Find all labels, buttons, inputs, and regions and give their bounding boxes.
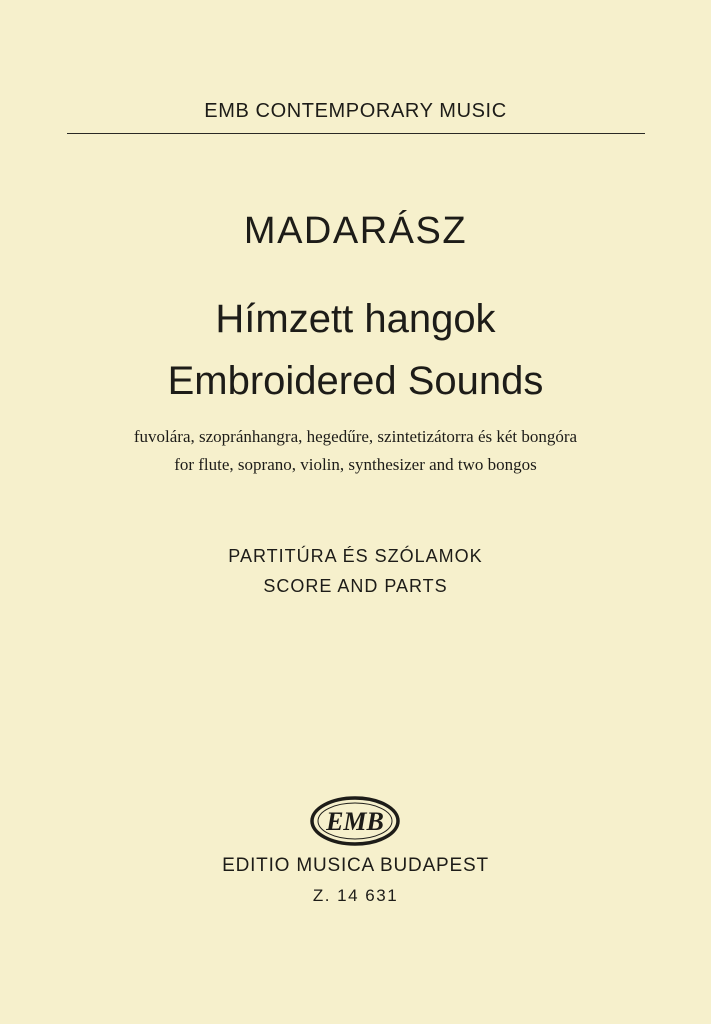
header-divider xyxy=(67,133,645,134)
emb-logo-text: EMB xyxy=(326,807,384,836)
contents-hungarian: PARTITÚRA ÉS SZÓLAMOK xyxy=(228,546,483,566)
work-title-hungarian: Hímzett hangok xyxy=(215,297,496,341)
contents-english: SCORE AND PARTS xyxy=(263,576,448,596)
catalog-number: Z. 14 631 xyxy=(312,886,399,905)
work-title-english: Embroidered Sounds xyxy=(167,359,544,403)
series-title: EMB CONTEMPORARY MUSIC xyxy=(204,100,507,122)
instrumentation-english: for flute, soprano, violin, synthesizer and two bongos xyxy=(174,455,537,474)
emb-logo xyxy=(309,795,401,847)
instrumentation-hungarian: fuvolára, szopránhangra, hegedűre, szintetizátorra és két bongóra xyxy=(133,427,578,446)
publisher-name: EDITIO MUSICA BUDAPEST xyxy=(222,855,489,876)
composer-name: MADARÁSZ xyxy=(243,210,468,252)
